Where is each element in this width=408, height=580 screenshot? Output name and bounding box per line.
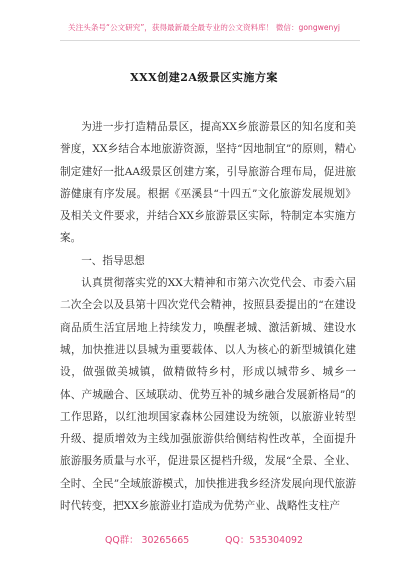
document-title: XXX创建2A级景区实施方案 [130,71,278,84]
section-heading-guiding-ideology: 一、指导思想 [81,254,145,267]
header-promo-note: 关注头条号“公文研究”，获得最新最全最专业的公文资料库！ 微信：gongwenyj [68,23,340,32]
header-divider [60,40,360,41]
intro-paragraph: 为进一步打造精品景区，提高XX乡旅游景区的知名度和美誉度，XX乡结合本地旅游资源，坚持“因地制宜”的原则，精心制定建好一批AA级景区创建方案，引导旅游合理布局，促进旅游健康有序发展。根据《巫溪县“十四五”文化旅游发展规划》及相关文件要求，并结合XX乡旅游景区实际，特制定本实施方案。 [60,121,356,245]
footer-qq-group: QQ群： 30265665 [104,535,190,546]
page-footer [0,532,408,546]
footer-qq-contact: QQ：535304092 [225,535,303,546]
document-body [60,116,356,517]
guiding-ideology-paragraph: 认真贯彻落实党的XX大精神和市第六次党代会、市委六届二次全会以及县第十四次党代会精神，按照县委提出的“在建设商品质生活宜居地上持续发力，唤醒老城、激活新城、建设水城，加快推进以县城为重要载体、以人为核心的新型城镇化建设，做强做美城镇，做精做特乡村，形成以城带乡、城乡一体、产城融合、区域联动、优势互补的城乡融合发展新格局”的工作思路，以红池坝国家森林公园建设为统领，以旅游业转型升级、提质增效为主线加强旅游供给侧结构性改革，全面提升旅游服务质量与水平，促进景区提档升级，发展“全景、全业、全时、全民”全域旅游模式，加快推进我乡经济发展向现代旅游时代转变，把XX乡旅游业打造成为优势产业、战略性支柱产 [60,277,356,513]
page-header [0,0,408,48]
